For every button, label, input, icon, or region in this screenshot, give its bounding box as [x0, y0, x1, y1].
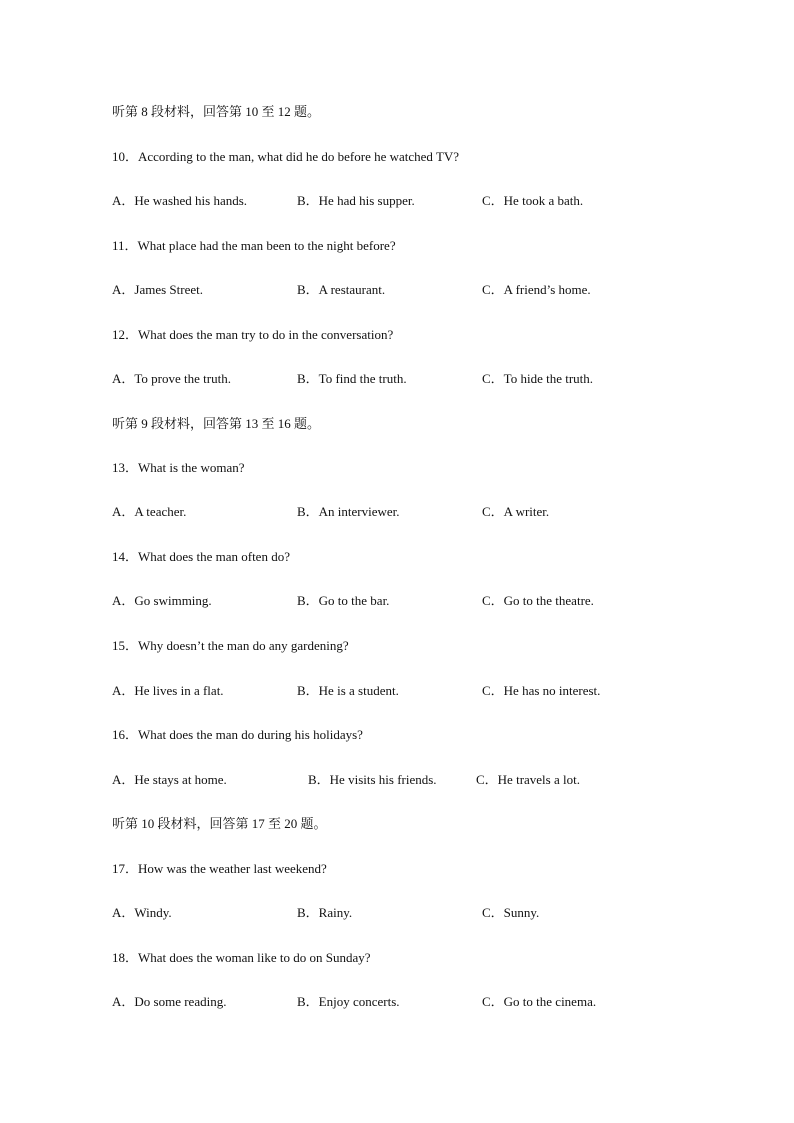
question-11-option-a: A．James Street.: [112, 282, 203, 297]
question-10-stem: 10．According to the man, what did he do before he watched TV?: [112, 149, 460, 164]
question-10-option-a: A．He washed his hands.: [112, 193, 248, 208]
question-14-stem: 14．What does the man often do?: [112, 549, 290, 564]
question-16-stem: 16．What does the man do during his holidays?: [112, 727, 363, 742]
question-18-option-a: A．Do some reading.: [112, 994, 227, 1009]
question-13-option-a: A．A teacher.: [112, 504, 187, 519]
question-14-option-b: B．Go to the bar.: [297, 593, 390, 608]
question-11-option-c: C．A friend’s home.: [482, 282, 591, 297]
question-16-option-a: A．He stays at home.: [112, 772, 227, 787]
question-17-stem: 17．How was the weather last weekend?: [112, 861, 327, 876]
question-17-option-c: C．Sunny.: [482, 905, 540, 920]
question-11-stem: 11．What place had the man been to the night before?: [112, 238, 396, 253]
question-13-stem: 13．What is the woman?: [112, 460, 245, 475]
question-11-option-b: B．A restaurant.: [297, 282, 386, 297]
question-12-option-c: C．To hide the truth.: [482, 371, 594, 386]
question-18-option-c: C．Go to the cinema.: [482, 994, 597, 1009]
question-15-option-c: C．He has no interest.: [482, 683, 601, 698]
question-12-option-b: B．To find the truth.: [297, 371, 407, 386]
question-15-option-b: B．He is a student.: [297, 683, 399, 698]
question-15-stem: 15．Why doesn’t the man do any gardening?: [112, 638, 349, 653]
section-header-1: 听第 8 段材料，回答第 10 至 12 题。: [112, 104, 321, 119]
question-12-stem: 12．What does the man try to do in the conversation?: [112, 327, 394, 342]
question-14-option-c: C．Go to the theatre.: [482, 593, 594, 608]
question-16-option-c: C．He travels a lot.: [476, 772, 580, 787]
question-16-option-b: B．He visits his friends.: [308, 772, 437, 787]
question-15-option-a: A．He lives in a flat.: [112, 683, 224, 698]
question-13-option-b: B．An interviewer.: [297, 504, 400, 519]
question-10-option-c: C．He took a bath.: [482, 193, 584, 208]
question-18-option-b: B．Enjoy concerts.: [297, 994, 400, 1009]
question-13-option-c: C．A writer.: [482, 504, 550, 519]
question-17-option-b: B．Rainy.: [297, 905, 353, 920]
section-header-2: 听第 9 段材料，回答第 13 至 16 题。: [112, 416, 321, 431]
question-10-option-b: B．He had his supper.: [297, 193, 415, 208]
section-header-3: 听第 10 段材料，回答第 17 至 20 题。: [112, 816, 327, 831]
question-18-stem: 18．What does the woman like to do on Sunday?: [112, 950, 371, 965]
question-14-option-a: A．Go swimming.: [112, 593, 212, 608]
question-17-option-a: A．Windy.: [112, 905, 172, 920]
question-12-option-a: A．To prove the truth.: [112, 371, 231, 386]
